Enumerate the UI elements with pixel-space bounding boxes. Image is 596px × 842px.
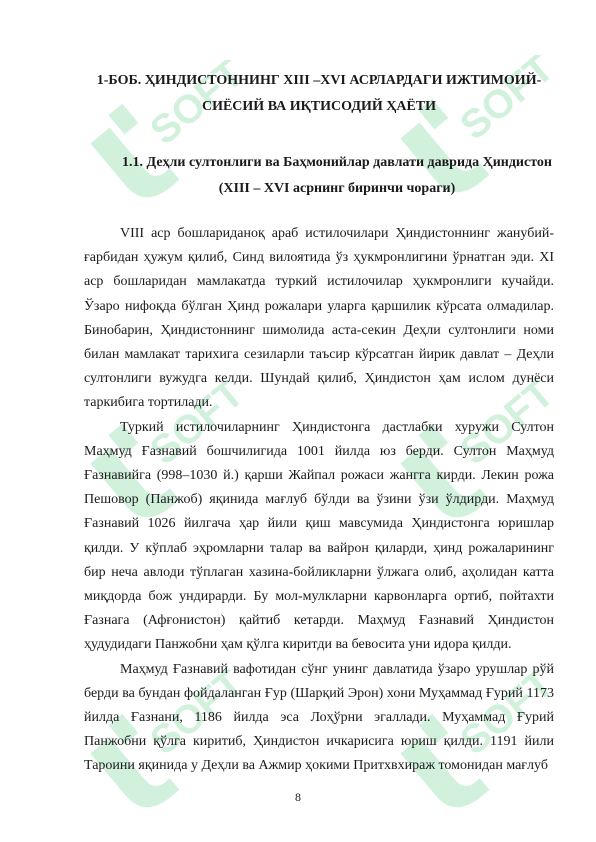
paragraph: Маҳмуд Ғазнавий вафотидан сўнг унинг давлатида ўзаро урушлар рўй берди ва бундан фойдаланган Ғур (Шарқий Эрон) хони Муҳаммад Ғурий 1173 йилда Ғазнани, 1186 йилда эса Лоҳўрни эгаллади. Муҳаммад Ғурий Панжобни қўлга киритиб, Ҳиндистон ичкарисига юриш қилди. 1191 йили Тароини яқинида у Деҳли ва Ажмир ҳокими Притхвхираж томонидан мағлуб xyxy=(84,661,554,774)
svg-text:SOFT: SOFT xyxy=(452,55,550,149)
page-number: 8 xyxy=(295,790,301,804)
paragraph: Туркий истилочиларнинг Ҳиндистонга дастлабки хуружи Султон Маҳмуд Ғазнавий бошчилигида 1001 йилда юз берди. Султон Маҳмуд Ғазнавийга (998–1030 й.) қарши Жайпал рожаси жангга кирди. Лекин рожа Пешовор (Панжоб) яқинида мағлуб бўлди ва ўзини ўзи ўлдирди. Маҳмуд Ғазнавий 1026 йилгача ҳар йили қиш мавсумида Ҳиндистонга юришлар қилди. У кўплаб эҳромларни талар ва вайрон қиларди, ҳинд рожаларининг бир неча авлоди тўплаган хазина-бойликларни ўлжага олиб, аҳолидан катта миқдорда бож ундирарди. Бу мол-мулкларни карвонларга ортиб, пойтахти Ғазнага (Афғонистон) қайтиб кетарди. Маҳмуд Ғазнавий Ҳиндистон ҳудудидаги Панжобни ҳам қўлга киритди ва бевосита уни идора қилди. xyxy=(84,419,554,653)
svg-text:SOFT: SOFT xyxy=(452,380,550,474)
section-title: 1.1. Деҳли султонлиги ва Баҳмонийлар давлати даврида Ҳиндистон (XIII – XVI асрнинг биринчи чораги) xyxy=(122,155,552,196)
svg-text:SOFT: SOFT xyxy=(452,670,550,764)
svg-text:SOFT: SOFT xyxy=(142,380,240,474)
chapter-title: 1-БОБ. ҲИНДИСТОННИНГ XIII –XVI АСРЛАРДАГИ ИЖТИМОИЙ-СИЁСИЙ ВА ИҚТИСОДИЙ ҲАЁТИ xyxy=(96,73,542,114)
paragraph: VIII аср бошлариданоқ араб истилочилари Ҳиндистоннинг жанубий-ғарбидан ҳужум қилиб, Синд вилоятида ўз ҳукмронлигини ўрнатган эди. XI аср бошларидан мамлакатда туркий истилочилар ҳукмронлиги кучайди. Ўзаро нифоқда бўлган Ҳинд рожалари уларга қаршилик кўрсата олмадилар. Бинобарин, Ҳиндистоннинг шимолида аста-секин Деҳли султонлиги номи билан мамлакат тарихига сезиларли таъсир кўрсатган йирик давлат – Деҳли султонлиги вужудга келди. Шундай қилиб, Ҳиндистон ҳам ислом дунёси таркибига тортилади. xyxy=(84,226,554,411)
svg-text:SOFT: SOFT xyxy=(142,670,240,764)
page-content xyxy=(84,68,554,779)
watermark-text: SOFT xyxy=(142,60,240,154)
